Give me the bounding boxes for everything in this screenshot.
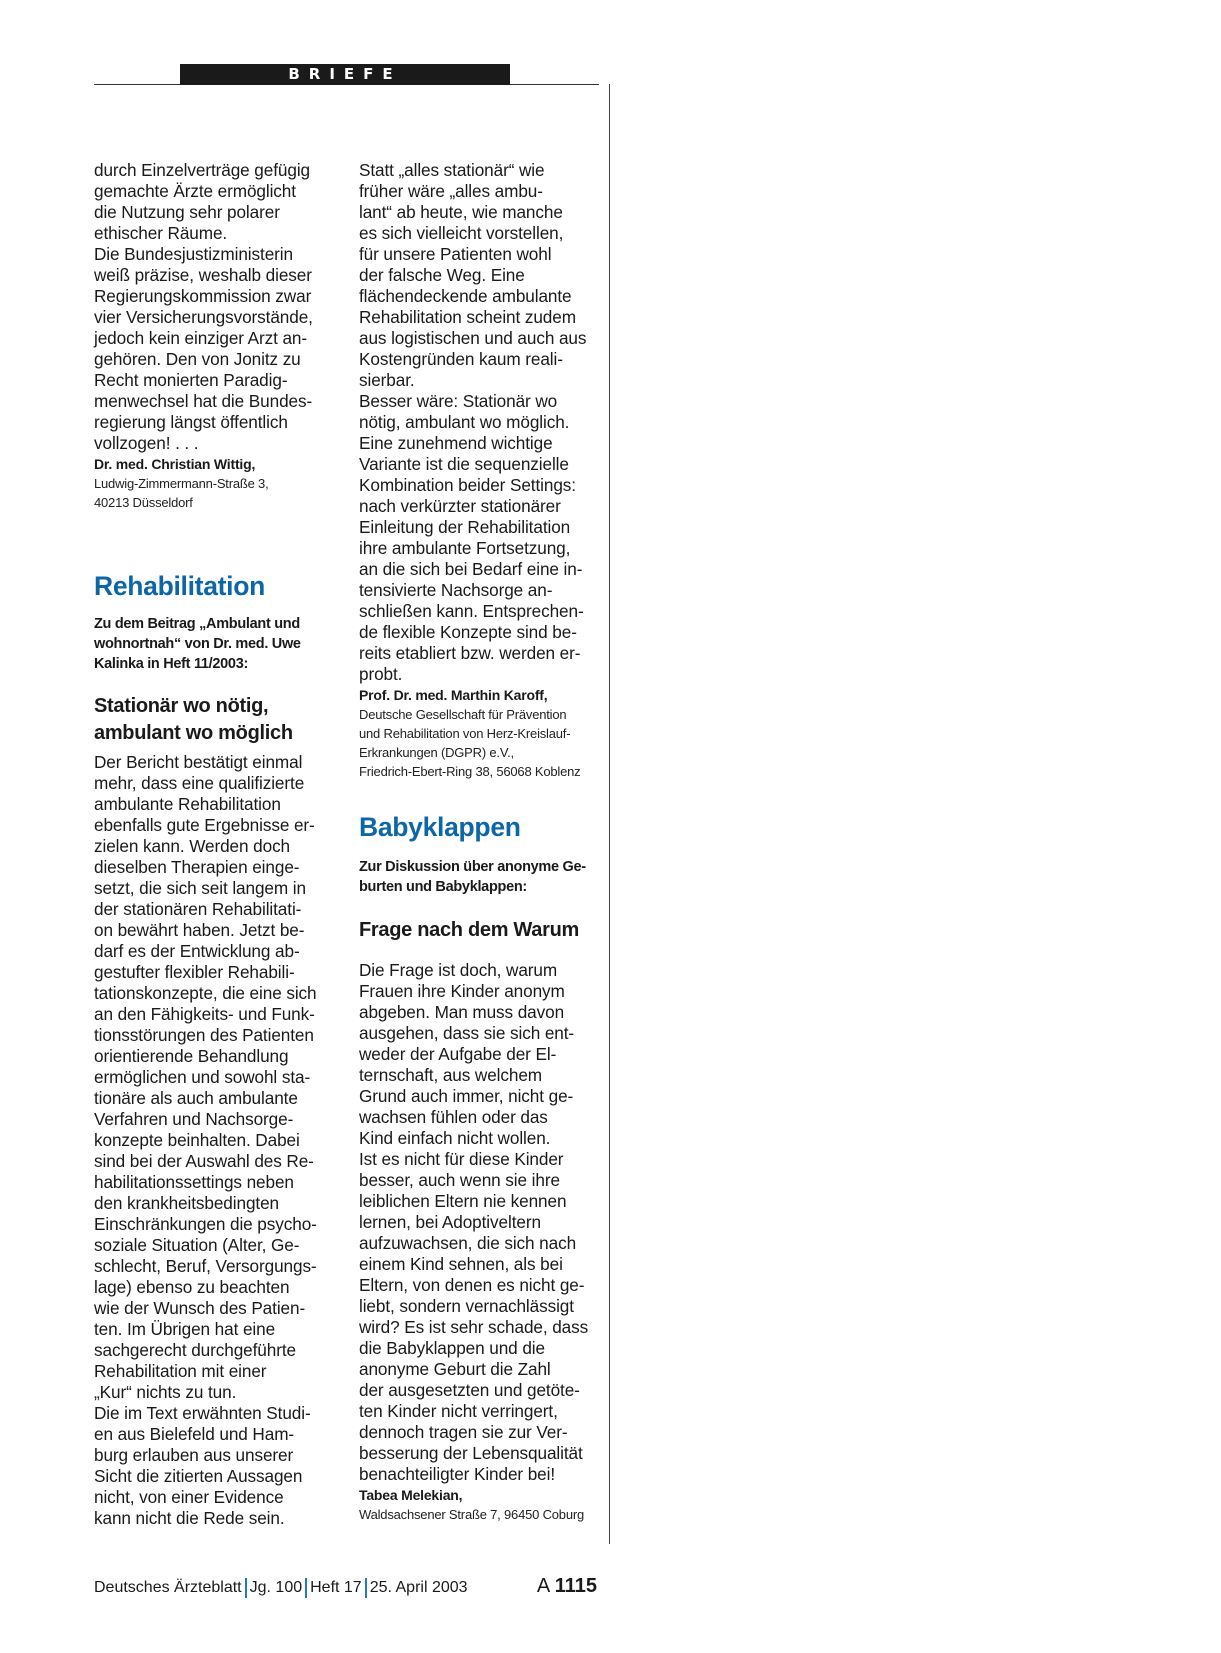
letter-author: Tabea Melekian,: [359, 1487, 463, 1503]
page-footer: [94, 1576, 599, 1600]
journal-name: Deutsches Ärzteblatt: [94, 1579, 242, 1596]
footer-separator: [365, 1578, 367, 1598]
letter-address: Ludwig-Zimmermann-Straße 3, 40213 Düsseldorf: [94, 476, 269, 510]
footer-separator: [245, 1578, 247, 1598]
article-reference: Zu dem Beitrag „Ambulant und wohnortnah“ von Dr. med. Uwe Kalinka in Heft 11/2003:: [94, 616, 301, 672]
right-column: [359, 160, 599, 1524]
letter-author: Prof. Dr. med. Marthin Karoff,: [359, 687, 548, 703]
section-title-babyklappen: Babyklappen: [359, 812, 521, 842]
page-number-value: 1115: [554, 1575, 597, 1597]
page-prefix: A: [536, 1575, 550, 1597]
letter-headline: Stationär wo nötig, ambulant wo möglich: [94, 695, 293, 744]
page-number: [537, 1574, 597, 1598]
column-rule: [609, 84, 610, 1544]
letter-author: Dr. med. Christian Wittig,: [94, 456, 256, 472]
letter-address: Waldsachsener Straße 7, 96450 Coburg: [359, 1507, 585, 1522]
section-title-rehabilitation: Rehabilitation: [94, 571, 266, 601]
letter-headline: Frage nach dem Warum: [359, 919, 579, 941]
letter-address: Deutsche Gesellschaft für Prävention und Rehabilitation von Herz-Kreislauf- Erkrankungen (DGPR) e.V., Friedrich-Ebert-Ring 38, 56068 Koblenz: [359, 707, 581, 779]
journal-issue: Heft 17: [310, 1579, 362, 1596]
letter-text: Die Frage ist doch, warum Frauen ihre Kinder anonym abgeben. Man muss davon ausgehen, dass sie sich ent- weder der Aufgabe der El- ternschaft, aus welchem Grund auch immer, nicht ge- wachsen fühlen oder das Kind einfach nicht wollen. Ist es nicht für diese Kinder besser, auch wenn sie ihre leiblichen Eltern nie kennen lernen, bei Adoptiveltern aufzuwachsen, die sich nach einem Kind sehnen, als bei Eltern, von denen es nicht ge- liebt, sondern vernachlässigt wird? Es ist sehr schade, dass die Babyklappen und die anonyme Geburt die Zahl der ausgesetzten und getöte- ten Kinder nicht verringert, dennoch tragen sie zur Ver- besserung der Lebensqualität benachteiligter Kinder bei!: [359, 960, 589, 1484]
section-header: BRIEFE: [180, 64, 510, 85]
article-reference: Zur Diskussion über anonyme Ge- burten und Babyklappen:: [359, 859, 586, 895]
footer-separator: [305, 1578, 307, 1598]
letter-text: Der Bericht bestätigt einmal mehr, dass eine qualifizierte ambulante Rehabilitation ebenfalls gute Ergebnisse er- zielen kann. Werden doch dieselben Therapien einge- setzt, die sich seit langem in der stationären Rehabilitati- on bewährt haben. Jetzt be- darf es der Entwicklung ab- gestufter flexibler Rehabili- tationskonzepte, die eine sich an den Fähigkeits- und Funk- tionsstörungen des Patienten orientierende Behandlung ermöglichen und sowohl sta- tionäre als auch ambulante Verfahren und Nachsorge- konzepte beinhalten. Dabei sind bei der Auswahl des Re- habilitationssettings neben den krankheitsbedingten Einschränkungen die psycho- soziale Situation (Alter, Ge- schlecht, Beruf, Versorgungs- lage) ebenso zu beachten wie der Wunsch des Patien- ten. Im Übrigen hat eine sachgerecht durchgeführte Rehabilitation mit einer „Kur“ nichts zu tun. Die im Text erwähnten Studi- en aus Bielefeld und Ham- burg erlauben aus unserer Sicht die zitierten Aussagen nicht, von einer Evidence kann nicht die Rede sein.: [94, 752, 317, 1528]
journal-date: 25. April 2003: [369, 1579, 468, 1596]
left-column: [94, 160, 334, 1529]
letter-text: durch Einzelverträge gefügig gemachte Ärzte ermöglicht die Nutzung sehr polarer ethischer Räume. Die Bundesjustizministerin weiß präzise, weshalb dieser Regierungskommission zwar vier Versicherungsvorstände, jedoch kein einziger Arzt an- gehören. Den von Jonitz zu Recht monierten Paradig- menwechsel hat die Bundes- regierung längst öffentlich vollzogen! . . .: [94, 160, 313, 453]
journal-volume: Jg. 100: [249, 1579, 303, 1596]
letter-text: Statt „alles stationär“ wie früher wäre „alles ambu- lant“ ab heute, wie manche es sich vielleicht vorstellen, für unsere Patienten wohl der falsche Weg. Eine flächendeckende ambulante Rehabilitation scheint zudem aus logistischen und auch aus Kostengründen kaum reali- sierbar. Besser wäre: Stationär wo nötig, ambulant wo möglich. Eine zunehmend wichtige Variante ist die sequenzielle Kombination beider Settings: nach verkürzter stationärer Einleitung der Rehabilitation ihre ambulante Fortsetzung, an die sich bei Bedarf eine in- tensivierte Nachsorge an- schließen kann. Entsprechen- de flexible Konzepte sind be- reits etabliert bzw. werden er- probt.: [359, 160, 587, 684]
